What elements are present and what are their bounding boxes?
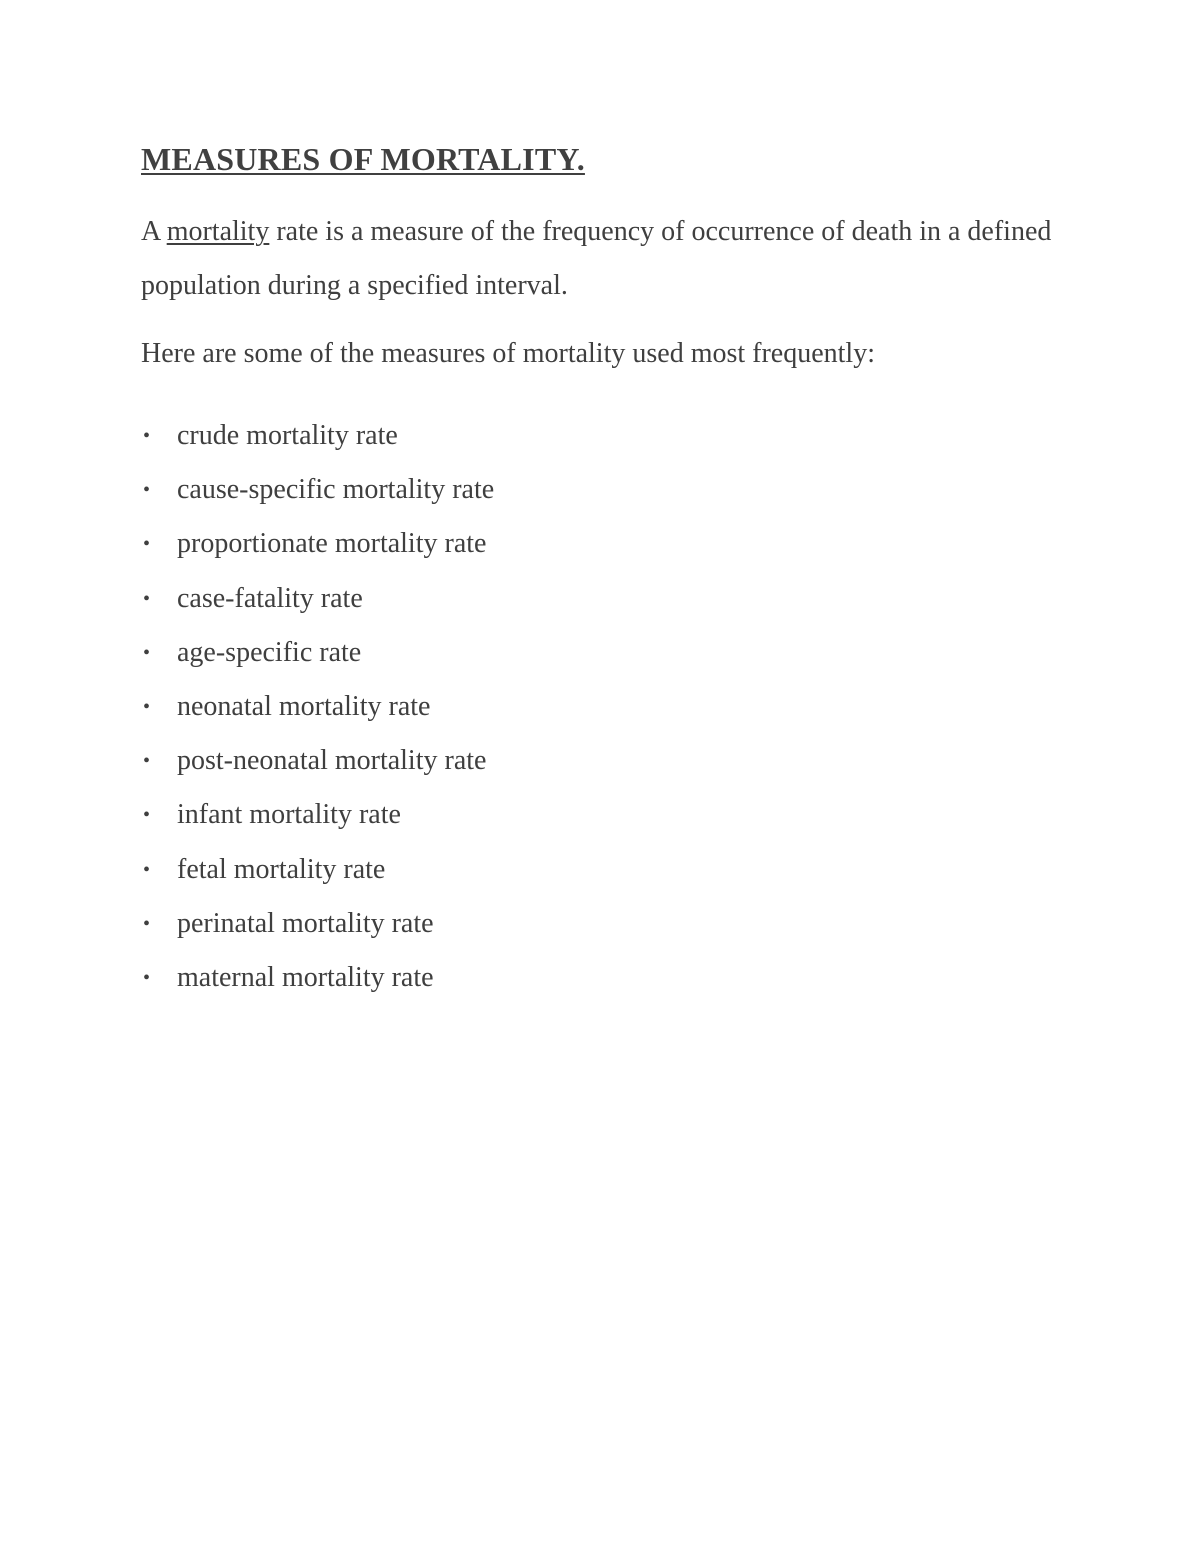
list-item-text: neonatal mortality rate [177, 690, 431, 722]
intro-lead: A [141, 216, 160, 247]
list-item [141, 522, 494, 576]
measures-list [141, 414, 494, 1010]
bullet-icon: • [143, 912, 151, 935]
list-item [141, 577, 494, 631]
list-item-text: fetal mortality rate [177, 853, 386, 885]
list-item [141, 902, 494, 956]
list-item-text: cause-specific mortality rate [177, 474, 495, 506]
list-item [141, 414, 494, 468]
list-item-text: age-specific rate [177, 636, 362, 668]
list-item [141, 631, 494, 685]
bullet-icon: • [143, 966, 151, 989]
bullet-icon: • [143, 858, 151, 881]
page-title: MEASURES OF MORTALITY. [141, 141, 585, 177]
bullet-icon: • [143, 533, 151, 556]
list-item [141, 468, 494, 522]
list-item-text: post-neonatal mortality rate [177, 745, 487, 777]
bullet-icon: • [143, 425, 151, 447]
list-item-text: crude mortality rate [177, 420, 398, 451]
bullet-icon: • [143, 804, 151, 827]
intro-underlined-word: mortality [166, 216, 270, 247]
list-item [141, 685, 494, 739]
list-item-text: maternal mortality rate [177, 961, 434, 993]
list-item-text: infant mortality rate [177, 799, 401, 831]
list-item [141, 848, 494, 902]
intro-rest: rate is a measure of the frequency of occurrence of death in a defined population during a specified interval. [141, 216, 1052, 301]
list-item [141, 739, 494, 793]
list-item-text: case-fatality rate [177, 582, 363, 614]
bullet-icon: • [143, 695, 151, 718]
bullet-icon: • [143, 750, 151, 773]
bullet-icon: • [143, 479, 151, 502]
bullet-icon: • [143, 641, 151, 664]
list-intro-paragraph: Here are some of the measures of mortality used most frequently: [141, 338, 875, 369]
list-item [141, 793, 494, 847]
bullet-icon: • [143, 587, 151, 610]
list-item-text: proportionate mortality rate [177, 528, 487, 560]
list-item [141, 956, 494, 1010]
intro-paragraph [141, 205, 1071, 313]
list-item-text: perinatal mortality rate [177, 907, 434, 939]
